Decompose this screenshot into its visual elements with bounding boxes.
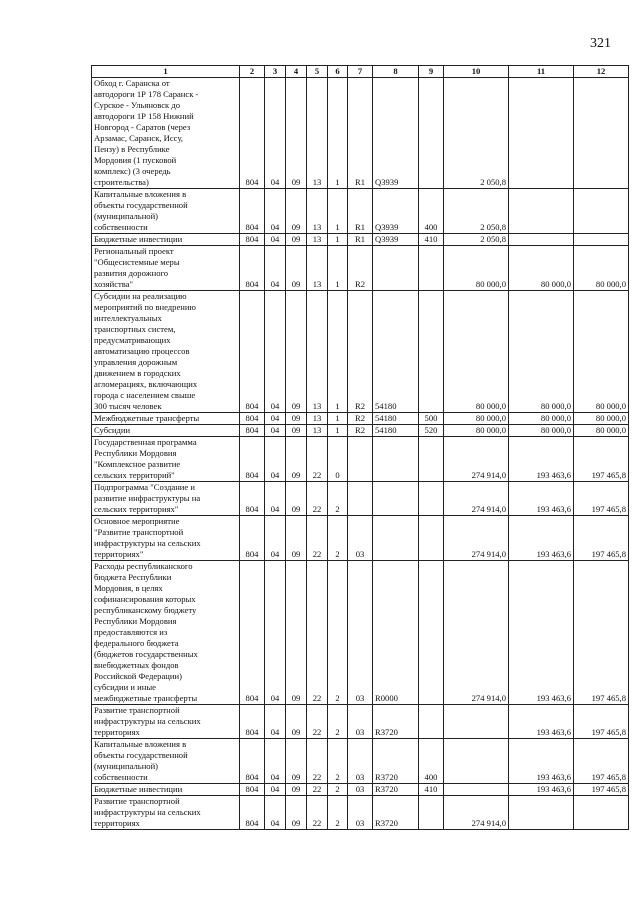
- amount-year2-cell: 193 463,6: [509, 784, 574, 796]
- program-code-cell: 22: [307, 796, 328, 830]
- subsection-code-cell: 09: [286, 516, 307, 561]
- amount-year3-cell: 80 000,0: [574, 413, 629, 425]
- program-code-cell: 13: [307, 189, 328, 234]
- expense-type-cell: 400: [419, 189, 444, 234]
- expense-name-cell: Бюджетные инвестиции: [92, 784, 240, 796]
- activity-code-cell: R1: [348, 78, 373, 189]
- subprogram-code-cell: 2: [328, 516, 348, 561]
- amount-year2-cell: 80 000,0: [509, 246, 574, 291]
- amount-year3-cell: 197 465,8: [574, 516, 629, 561]
- amount-year3-cell: [574, 234, 629, 246]
- ministry-code-cell: 804: [240, 437, 265, 482]
- expense-name-cell: Подпрограмма "Создание и развитие инфраструктуры на сельских территориях": [92, 482, 240, 516]
- subprogram-code-cell: 2: [328, 784, 348, 796]
- ministry-code-cell: 804: [240, 246, 265, 291]
- expense-type-cell: 520: [419, 425, 444, 437]
- activity-code-cell: R1: [348, 189, 373, 234]
- amount-year2-cell: 80 000,0: [509, 291, 574, 413]
- expense-type-cell: [419, 482, 444, 516]
- subsection-code-cell: 09: [286, 561, 307, 705]
- expense-name-cell: Государственная программа Республики Мордовия "Комплексное развитие сельских территорий": [92, 437, 240, 482]
- column-header: 5: [307, 66, 328, 78]
- subsection-code-cell: 09: [286, 739, 307, 784]
- amount-year1-cell: 80 000,0: [444, 425, 509, 437]
- expense-type-cell: [419, 561, 444, 705]
- amount-year2-cell: 193 463,6: [509, 437, 574, 482]
- column-header: 2: [240, 66, 265, 78]
- ministry-code-cell: 804: [240, 796, 265, 830]
- subprogram-code-cell: 1: [328, 78, 348, 189]
- activity-code-cell: 03: [348, 784, 373, 796]
- expense-type-cell: 500: [419, 413, 444, 425]
- activity-code-cell: [348, 482, 373, 516]
- subprogram-code-cell: 2: [328, 561, 348, 705]
- subsection-code-cell: 09: [286, 246, 307, 291]
- amount-year3-cell: 197 465,8: [574, 739, 629, 784]
- subsection-code-cell: 09: [286, 705, 307, 739]
- amount-year1-cell: 2 050,8: [444, 234, 509, 246]
- target-code-cell: 54180: [373, 425, 419, 437]
- target-code-cell: 54180: [373, 291, 419, 413]
- amount-year2-cell: 193 463,6: [509, 482, 574, 516]
- amount-year2-cell: [509, 189, 574, 234]
- target-code-cell: 54180: [373, 413, 419, 425]
- subsection-code-cell: 09: [286, 482, 307, 516]
- table-row: [92, 291, 629, 413]
- amount-year2-cell: 193 463,6: [509, 561, 574, 705]
- amount-year1-cell: 80 000,0: [444, 291, 509, 413]
- column-header: 11: [509, 66, 574, 78]
- column-header: 12: [574, 66, 629, 78]
- subprogram-code-cell: 2: [328, 796, 348, 830]
- section-code-cell: 04: [265, 413, 286, 425]
- column-header: 10: [444, 66, 509, 78]
- subprogram-code-cell: 2: [328, 482, 348, 516]
- table-row: [92, 784, 629, 796]
- ministry-code-cell: 804: [240, 78, 265, 189]
- activity-code-cell: R2: [348, 291, 373, 413]
- section-code-cell: 04: [265, 425, 286, 437]
- expense-name-cell: Расходы республиканского бюджета Республики Мордовия, в целях софинансирования которых республиканскому бюджету Республики Мордовия предоставляются из федерального бюджета (бюджетов государственных внебюджетных фондов Российской Федерации) субсидии и иные межбюджетные трансферты: [92, 561, 240, 705]
- table-row: [92, 561, 629, 705]
- subprogram-code-cell: 1: [328, 246, 348, 291]
- activity-code-cell: 03: [348, 561, 373, 705]
- activity-code-cell: 03: [348, 705, 373, 739]
- subprogram-code-cell: 1: [328, 291, 348, 413]
- expense-name-cell: Развитие транспортной инфраструктуры на сельских территориях: [92, 705, 240, 739]
- section-code-cell: 04: [265, 705, 286, 739]
- subsection-code-cell: 09: [286, 796, 307, 830]
- activity-code-cell: R2: [348, 246, 373, 291]
- table-row: [92, 189, 629, 234]
- amount-year1-cell: 274 914,0: [444, 437, 509, 482]
- expense-type-cell: [419, 437, 444, 482]
- ministry-code-cell: 804: [240, 291, 265, 413]
- amount-year3-cell: 80 000,0: [574, 291, 629, 413]
- program-code-cell: 22: [307, 705, 328, 739]
- amount-year1-cell: 274 914,0: [444, 796, 509, 830]
- subsection-code-cell: 09: [286, 784, 307, 796]
- column-header: 3: [265, 66, 286, 78]
- activity-code-cell: R2: [348, 413, 373, 425]
- activity-code-cell: [348, 437, 373, 482]
- activity-code-cell: 03: [348, 516, 373, 561]
- expense-type-cell: 400: [419, 739, 444, 784]
- expense-type-cell: [419, 246, 444, 291]
- subsection-code-cell: 09: [286, 425, 307, 437]
- amount-year3-cell: 197 465,8: [574, 482, 629, 516]
- amount-year1-cell: 80 000,0: [444, 246, 509, 291]
- target-code-cell: R0000: [373, 561, 419, 705]
- amount-year1-cell: [444, 705, 509, 739]
- program-code-cell: 22: [307, 739, 328, 784]
- target-code-cell: [373, 516, 419, 561]
- expense-type-cell: [419, 796, 444, 830]
- table-row: [92, 705, 629, 739]
- section-code-cell: 04: [265, 516, 286, 561]
- subprogram-code-cell: 1: [328, 413, 348, 425]
- amount-year2-cell: 193 463,6: [509, 739, 574, 784]
- expense-name-cell: Развитие транспортной инфраструктуры на сельских территориях: [92, 796, 240, 830]
- header-row: [92, 66, 629, 78]
- expense-type-cell: 410: [419, 784, 444, 796]
- subprogram-code-cell: 1: [328, 234, 348, 246]
- subprogram-code-cell: 2: [328, 739, 348, 784]
- amount-year1-cell: 274 914,0: [444, 561, 509, 705]
- expense-type-cell: [419, 78, 444, 189]
- expense-name-cell: Субсидии: [92, 425, 240, 437]
- subprogram-code-cell: 2: [328, 705, 348, 739]
- section-code-cell: 04: [265, 739, 286, 784]
- target-code-cell: [373, 246, 419, 291]
- target-code-cell: Q3939: [373, 234, 419, 246]
- amount-year3-cell: 197 465,8: [574, 705, 629, 739]
- activity-code-cell: R1: [348, 234, 373, 246]
- target-code-cell: R3720: [373, 739, 419, 784]
- expense-name-cell: Бюджетные инвестиции: [92, 234, 240, 246]
- expense-type-cell: [419, 516, 444, 561]
- ministry-code-cell: 804: [240, 705, 265, 739]
- amount-year2-cell: 80 000,0: [509, 413, 574, 425]
- amount-year2-cell: 80 000,0: [509, 425, 574, 437]
- column-header: 6: [328, 66, 348, 78]
- amount-year3-cell: 80 000,0: [574, 425, 629, 437]
- column-header: 1: [92, 66, 240, 78]
- amount-year3-cell: 197 465,8: [574, 561, 629, 705]
- section-code-cell: 04: [265, 796, 286, 830]
- program-code-cell: 13: [307, 246, 328, 291]
- subprogram-code-cell: 0: [328, 437, 348, 482]
- table-row: [92, 425, 629, 437]
- subprogram-code-cell: 1: [328, 425, 348, 437]
- amount-year3-cell: [574, 78, 629, 189]
- subsection-code-cell: 09: [286, 437, 307, 482]
- ministry-code-cell: 804: [240, 425, 265, 437]
- column-header: 9: [419, 66, 444, 78]
- table-row: [92, 234, 629, 246]
- amount-year1-cell: 2 050,8: [444, 78, 509, 189]
- section-code-cell: 04: [265, 482, 286, 516]
- amount-year1-cell: [444, 784, 509, 796]
- amount-year1-cell: 80 000,0: [444, 413, 509, 425]
- expense-name-cell: Основное мероприятие "Развитие транспортной инфраструктуры на сельских территориях": [92, 516, 240, 561]
- ministry-code-cell: 804: [240, 561, 265, 705]
- column-header: 4: [286, 66, 307, 78]
- expense-name-cell: Региональный проект "Общесистемные меры развития дорожного хозяйства": [92, 246, 240, 291]
- ministry-code-cell: 804: [240, 234, 265, 246]
- section-code-cell: 04: [265, 437, 286, 482]
- program-code-cell: 22: [307, 561, 328, 705]
- column-header: 7: [348, 66, 373, 78]
- ministry-code-cell: 804: [240, 482, 265, 516]
- table-row: [92, 516, 629, 561]
- table-body: [92, 78, 629, 830]
- program-code-cell: 13: [307, 78, 328, 189]
- section-code-cell: 04: [265, 291, 286, 413]
- target-code-cell: R3720: [373, 784, 419, 796]
- amount-year3-cell: 197 465,8: [574, 784, 629, 796]
- expense-type-cell: 410: [419, 234, 444, 246]
- program-code-cell: 13: [307, 291, 328, 413]
- amount-year2-cell: [509, 234, 574, 246]
- target-code-cell: Q3939: [373, 78, 419, 189]
- activity-code-cell: 03: [348, 739, 373, 784]
- program-code-cell: 13: [307, 234, 328, 246]
- expense-name-cell: Обход г. Саранска от автодороги 1Р 178 Саранск - Сурское - Ульяновск до автодороги 1Р 158 Нижний Новгород - Саратов (через Арзамас, Саранск, Исcу, Пензу) в Республике Мордовия (1 пусковой комплекс) (3 очередь строительства): [92, 78, 240, 189]
- subprogram-code-cell: 1: [328, 189, 348, 234]
- program-code-cell: 13: [307, 413, 328, 425]
- table-row: [92, 413, 629, 425]
- amount-year1-cell: 274 914,0: [444, 516, 509, 561]
- table-row: [92, 482, 629, 516]
- expense-type-cell: [419, 705, 444, 739]
- budget-table: [91, 65, 629, 830]
- section-code-cell: 04: [265, 784, 286, 796]
- expense-name-cell: Субсидии на реализацию мероприятий по внедрению интеллектуальных транспортных систем, предусматривающих автоматизацию процессов управления дорожным движением в городских агломерациях, включающих города с населением свыше 300 тысяч человек: [92, 291, 240, 413]
- amount-year3-cell: [574, 189, 629, 234]
- table-row: [92, 246, 629, 291]
- amount-year2-cell: 193 463,6: [509, 705, 574, 739]
- subsection-code-cell: 09: [286, 189, 307, 234]
- subsection-code-cell: 09: [286, 291, 307, 413]
- ministry-code-cell: 804: [240, 784, 265, 796]
- program-code-cell: 22: [307, 516, 328, 561]
- subsection-code-cell: 09: [286, 78, 307, 189]
- ministry-code-cell: 804: [240, 189, 265, 234]
- page-number: 321: [590, 36, 611, 51]
- amount-year1-cell: 2 050,8: [444, 189, 509, 234]
- ministry-code-cell: 804: [240, 413, 265, 425]
- expense-name-cell: Капитальные вложения в объекты государственной (муниципальной) собственности: [92, 189, 240, 234]
- target-code-cell: R3720: [373, 796, 419, 830]
- expense-name-cell: Капитальные вложения в объекты государственной (муниципальной) собственности: [92, 739, 240, 784]
- amount-year3-cell: 80 000,0: [574, 246, 629, 291]
- section-code-cell: 04: [265, 246, 286, 291]
- section-code-cell: 04: [265, 234, 286, 246]
- column-header: 8: [373, 66, 419, 78]
- section-code-cell: 04: [265, 78, 286, 189]
- table-row: [92, 78, 629, 189]
- expense-name-cell: Межбюджетные трансферты: [92, 413, 240, 425]
- program-code-cell: 13: [307, 425, 328, 437]
- subsection-code-cell: 09: [286, 234, 307, 246]
- program-code-cell: 22: [307, 482, 328, 516]
- amount-year1-cell: 274 914,0: [444, 482, 509, 516]
- amount-year2-cell: 193 463,6: [509, 516, 574, 561]
- target-code-cell: R3720: [373, 705, 419, 739]
- table-row: [92, 796, 629, 830]
- expense-type-cell: [419, 291, 444, 413]
- amount-year3-cell: [574, 796, 629, 830]
- ministry-code-cell: 804: [240, 739, 265, 784]
- activity-code-cell: R2: [348, 425, 373, 437]
- program-code-cell: 22: [307, 784, 328, 796]
- amount-year1-cell: [444, 739, 509, 784]
- target-code-cell: [373, 437, 419, 482]
- target-code-cell: Q3939: [373, 189, 419, 234]
- amount-year2-cell: [509, 78, 574, 189]
- program-code-cell: 22: [307, 437, 328, 482]
- subsection-code-cell: 09: [286, 413, 307, 425]
- section-code-cell: 04: [265, 189, 286, 234]
- amount-year3-cell: 197 465,8: [574, 437, 629, 482]
- amount-year2-cell: [509, 796, 574, 830]
- target-code-cell: [373, 482, 419, 516]
- table-row: [92, 739, 629, 784]
- ministry-code-cell: 804: [240, 516, 265, 561]
- section-code-cell: 04: [265, 561, 286, 705]
- table-row: [92, 437, 629, 482]
- activity-code-cell: 03: [348, 796, 373, 830]
